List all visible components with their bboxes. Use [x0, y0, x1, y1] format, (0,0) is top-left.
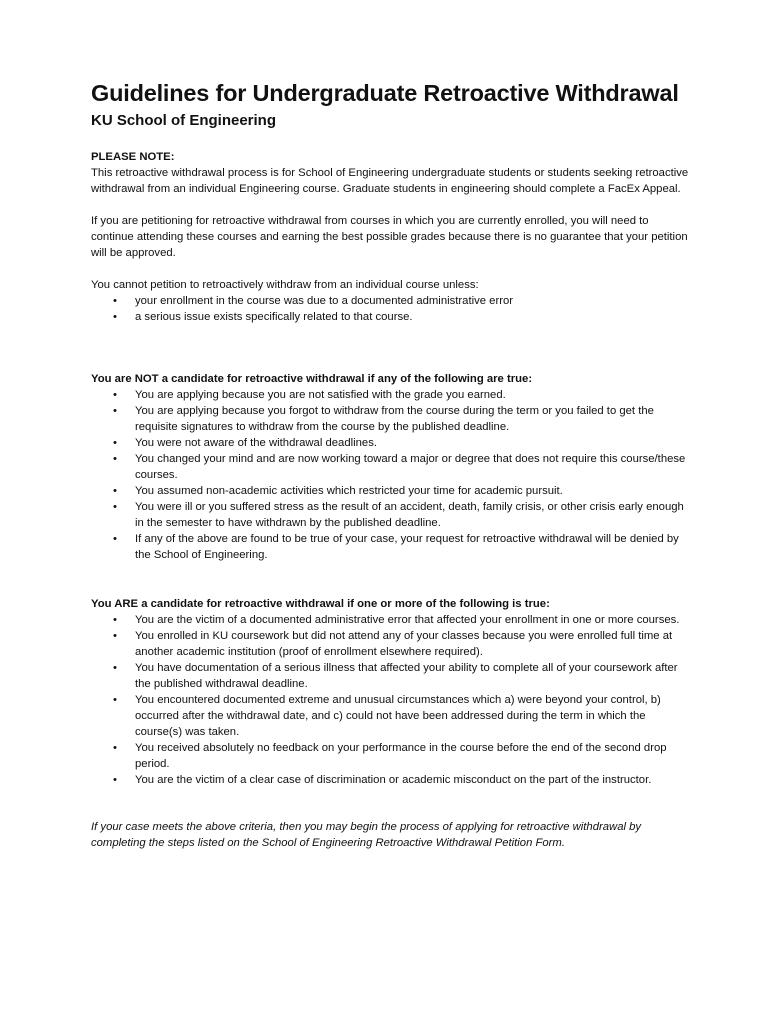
- list-item: • your enrollment in the course was due to a documented administrative error: [91, 293, 690, 309]
- individual-course-intro: You cannot petition to retroactively withdraw from an individual course unless:: [91, 279, 479, 291]
- candidate-heading: You ARE a candidate for retroactive withdrawal if one or more of the following is true:: [91, 598, 550, 610]
- list-item: • You are the victim of a clear case of discrimination or academic misconduct on the part of the instructor.: [91, 772, 690, 788]
- individual-course-list: [91, 293, 690, 325]
- closing-paragraph: If your case meets the above criteria, then you may begin the process of applying for retroactive withdrawal by completing the steps listed on the School of Engineering Retroactive Withdrawal Petition Form.: [91, 821, 642, 849]
- not-candidate-heading: You are NOT a candidate for retroactive withdrawal if any of the following are true:: [91, 373, 533, 385]
- enrolled-courses-paragraph: If you are petitioning for retroactive withdrawal from courses in which you are currently enrolled, you will need to continue attending these courses and earning the best possible grades because there is no guarantee that your petition will be approved.: [91, 215, 688, 259]
- candidate-list: [91, 612, 690, 788]
- list-item: • You received absolutely no feedback on your performance in the course before the end of the second drop period.: [91, 740, 690, 772]
- list-item: • You have documentation of a serious illness that affected your ability to complete all of your coursework after the published withdrawal deadline.: [91, 660, 690, 692]
- list-item: • You enrolled in KU coursework but did not attend any of your classes because you were enrolled full time at another academic institution (proof of enrollment elsewhere required).: [91, 628, 690, 660]
- please-note-label: PLEASE NOTE:: [91, 151, 175, 163]
- list-item: • a serious issue exists specifically related to that course.: [91, 309, 690, 325]
- list-item: • If any of the above are found to be true of your case, your request for retroactive withdrawal will be denied by the School of Engineering.: [91, 531, 690, 563]
- list-item: • You are applying because you are not satisfied with the grade you earned.: [91, 387, 690, 403]
- list-item: • You are applying because you forgot to withdraw from the course during the term or you failed to get the requisite signatures to withdraw from the course by the published deadline.: [91, 403, 690, 435]
- list-item: • You encountered documented extreme and unusual circumstances which a) were beyond your control, b) occurred after the withdrawal date, and c) could not have been addressed during the term in which the course(s) was taken.: [91, 692, 690, 740]
- list-item: • You were not aware of the withdrawal deadlines.: [91, 435, 690, 451]
- list-item: • You changed your mind and are now working toward a major or degree that does not require this course/these courses.: [91, 451, 690, 483]
- list-item: • You are the victim of a documented administrative error that affected your enrollment in one or more courses.: [91, 612, 690, 628]
- list-item: • You were ill or you suffered stress as the result of an accident, death, family crisis, or other crisis early enough in the semester to have withdrawn by the published deadline.: [91, 499, 690, 531]
- document-subtitle: KU School of Engineering: [91, 112, 277, 129]
- document-title: Guidelines for Undergraduate Retroactive Withdrawal: [91, 80, 679, 106]
- list-item: • You assumed non-academic activities which restricted your time for academic pursuit.: [91, 483, 690, 499]
- please-note-text: This retroactive withdrawal process is for School of Engineering undergraduate students or students seeking retroactive withdrawal from an individual Engineering course. Graduate students in engineering should complete a FacEx Appeal.: [91, 167, 689, 195]
- not-candidate-list: [91, 387, 690, 563]
